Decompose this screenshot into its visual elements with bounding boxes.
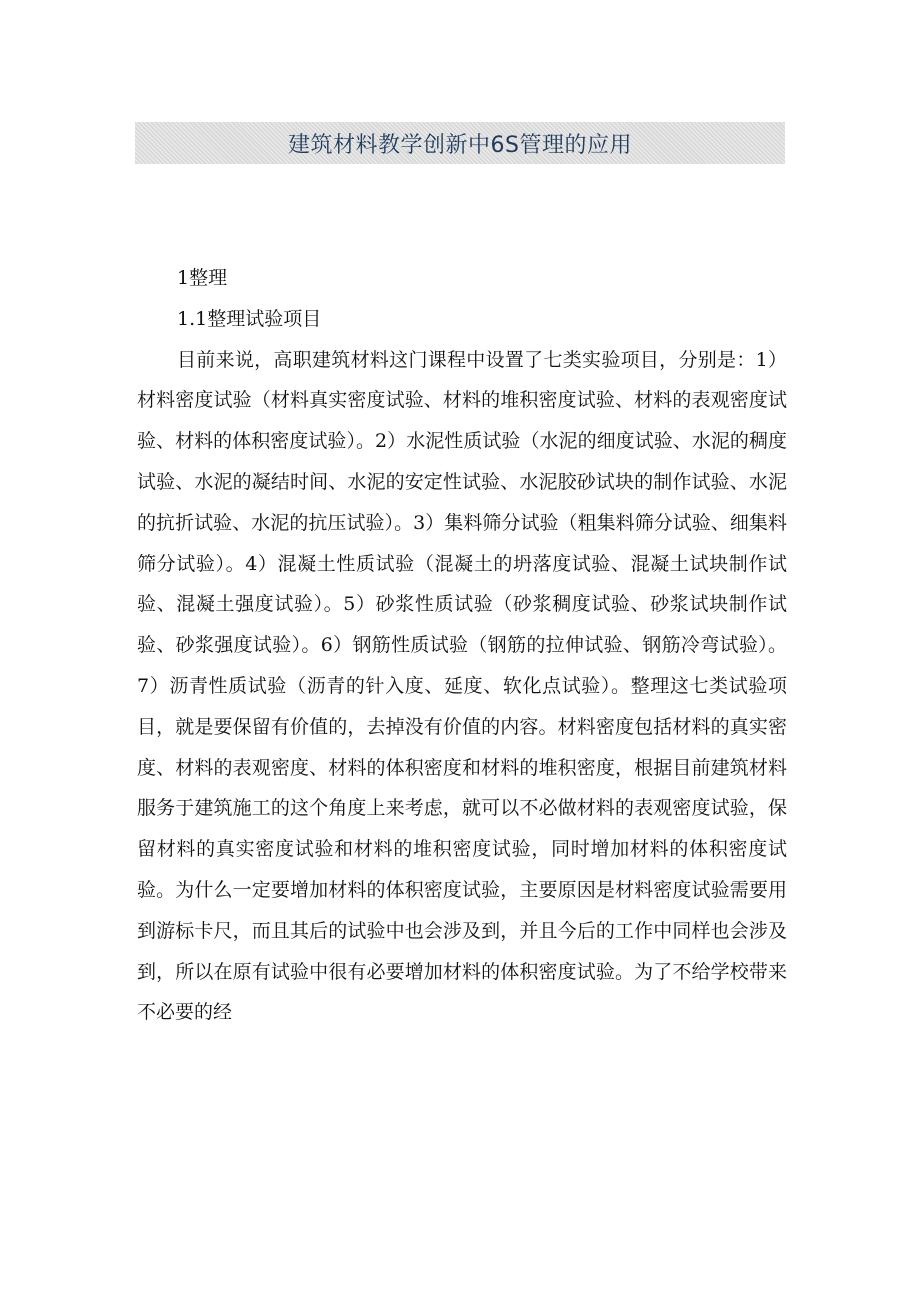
body-paragraph: 目前来说，高职建筑材料这门课程中设置了七类实验项目，分别是：1）材料密度试验（材料真实密度试验、材料的堆积密度试验、材料的表观密度试验、材料的体积密度试验）。2）水泥性质试验（水泥的细度试验、水泥的稠度试验、水泥的凝结时间、水泥的安定性试验、水泥胶砂试块的制作试验、水泥的抗折试验、水泥的抗压试验）。3）集料筛分试验（粗集料筛分试验、细集料筛分试验）。4）混凝土性质试验（混凝土的坍落度试验、混凝土试块制作试验、混凝土强度试验）。5）砂浆性质试验（砂浆稠度试验、砂浆试块制作试验、砂浆强度试验）。6）钢筋性质试验（钢筋的拉伸试验、钢筋冷弯试验）。7）沥青性质试验（沥青的针入度、延度、软化点试验）。整理这七类试验项目，就是要保留有价值的，去掉没有价值的内容。材料密度包括材料的真实密度、材料的表观密度、材料的体积密度和材料的堆积密度，根据目前建筑材料服务于建筑施工的这个角度上来考虑，就可以不必做材料的表观密度试验，保留材料的真实密度试验和材料的堆积密度试验，同时增加材料的体积密度试验。为什么一定要增加材料的体积密度试验，主要原因是材料密度试验需要用到游标卡尺，而且其后的试验中也会涉及到，并且今后的工作中同样也会涉及到，所以在原有试验中很有必要增加材料的体积密度试验。为了不给学校带来不必要的经: [137, 348, 787, 1024]
section-heading: 1整理: [177, 267, 228, 289]
title-banner: [135, 122, 785, 164]
subsection-heading: 1.1整理试验项目: [177, 307, 322, 330]
document-title: 建筑材料教学创新中6S管理的应用: [288, 132, 632, 158]
document-body: [137, 258, 787, 1033]
